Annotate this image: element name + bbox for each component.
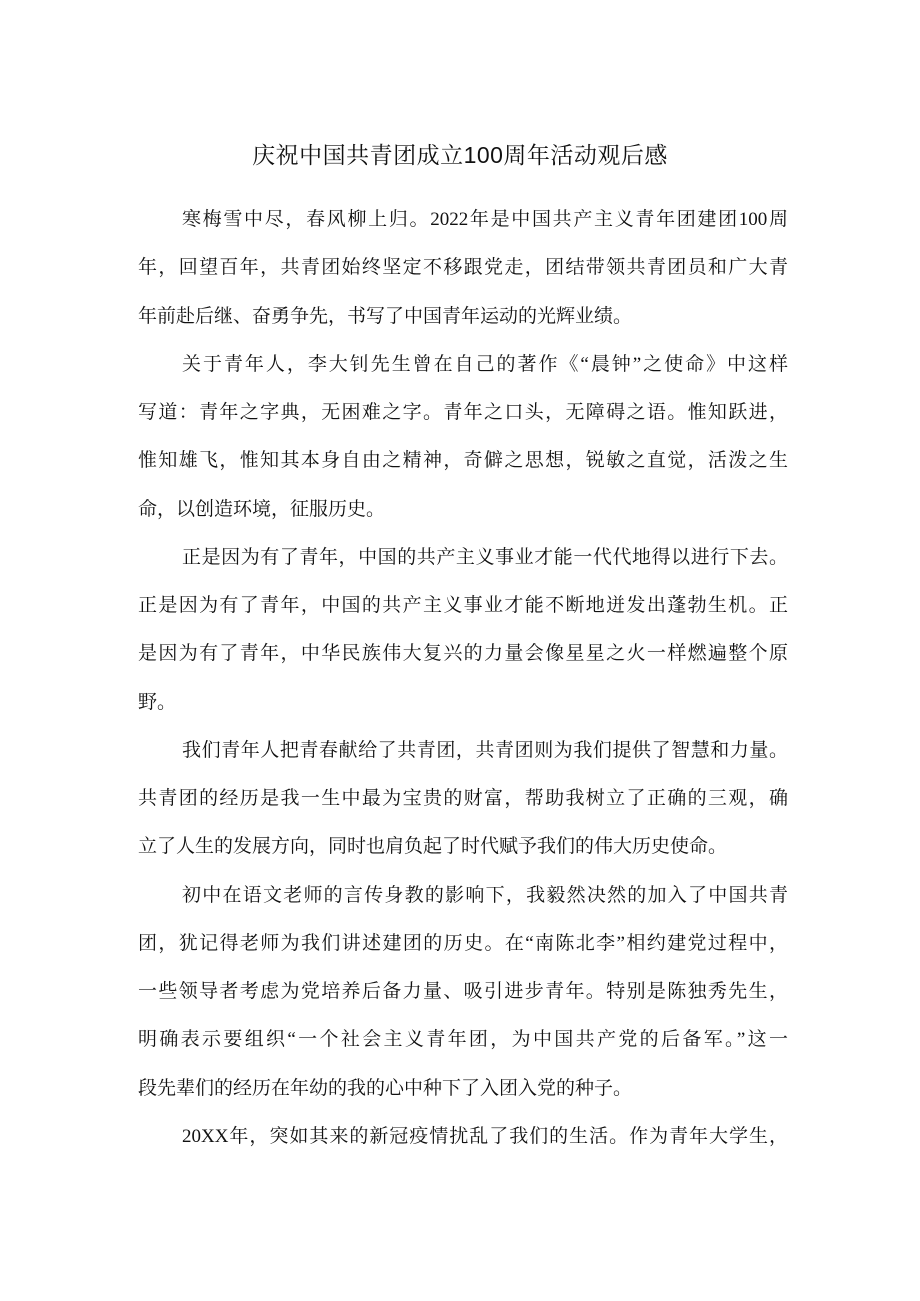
text-line: 命，以创造环境，征服历史。 bbox=[138, 498, 386, 520]
text-line: 寒梅雪中尽，春风柳上归。2022年是中国共产主义青年团建团100周 bbox=[182, 209, 788, 230]
text-line: 20XX年，突如其来的新冠疫情扰乱了我们的生活。作为青年大学生， bbox=[182, 1125, 788, 1147]
text-line: 团，犹记得老师为我们讲述建团的历史。在“南陈北李”相约建党过程中， bbox=[138, 932, 788, 954]
paragraph bbox=[138, 341, 788, 534]
paragraph bbox=[138, 727, 788, 872]
document-title: 庆祝中国共青团成立100周年活动观后感 bbox=[252, 142, 668, 168]
text-line: 是因为有了青年，中华民族伟大复兴的力量会像星星之火一样燃遍整个原 bbox=[138, 643, 788, 665]
text-line: 正是因为有了青年，中国的共产主义事业才能一代代地得以进行下去。 bbox=[182, 546, 788, 568]
paragraph bbox=[138, 872, 788, 1113]
text-line: 明确表示要组织“一个社会主义青年团，为中国共产党的后备军。”这一 bbox=[138, 1029, 788, 1051]
text-line: 关于青年人，李大钊先生曾在自己的著作《“晨钟”之使命》中这样 bbox=[182, 353, 788, 375]
text-line: 共青团的经历是我一生中最为宝贵的财富，帮助我树立了正确的三观，确 bbox=[138, 788, 788, 809]
text-line: 惟知雄飞，惟知其本身自由之精神，奇僻之思想，锐敏之直觉，活泼之生 bbox=[138, 450, 788, 472]
text-line: 我们青年人把青春献给了共青团，共青团则为我们提供了智慧和力量。 bbox=[182, 739, 788, 761]
text-line: 一些领导者考虑为党培养后备力量、吸引进步青年。特别是陈独秀先生， bbox=[138, 981, 788, 1002]
text-line: 写道：青年之字典，无困难之字。青年之口头，无障碍之语。惟知跃进， bbox=[138, 402, 788, 423]
paragraph bbox=[138, 196, 788, 341]
text-line: 正是因为有了青年，中国的共产主义事业才能不断地迸发出蓬勃生机。正 bbox=[138, 595, 788, 616]
text-line: 段先辈们的经历在年幼的我的心中种下了入团入党的种子。 bbox=[138, 1077, 633, 1099]
text-line: 年，回望百年，共青团始终坚定不移跟党走，团结带领共青团员和广大青 bbox=[138, 257, 788, 279]
text-line: 立了人生的发展方向，同时也肩负起了时代赋予我们的伟大历史使命。 bbox=[138, 836, 728, 858]
text-line: 野。 bbox=[138, 691, 177, 713]
paragraph bbox=[138, 1113, 788, 1161]
text-line: 年前赴后继、奋勇争先，书写了中国青年运动的光辉业绩。 bbox=[138, 305, 633, 327]
paragraph bbox=[138, 534, 788, 727]
document-body bbox=[138, 196, 788, 1161]
text-line: 初中在语文老师的言传身教的影响下，我毅然决然的加入了中国共青 bbox=[182, 884, 788, 906]
